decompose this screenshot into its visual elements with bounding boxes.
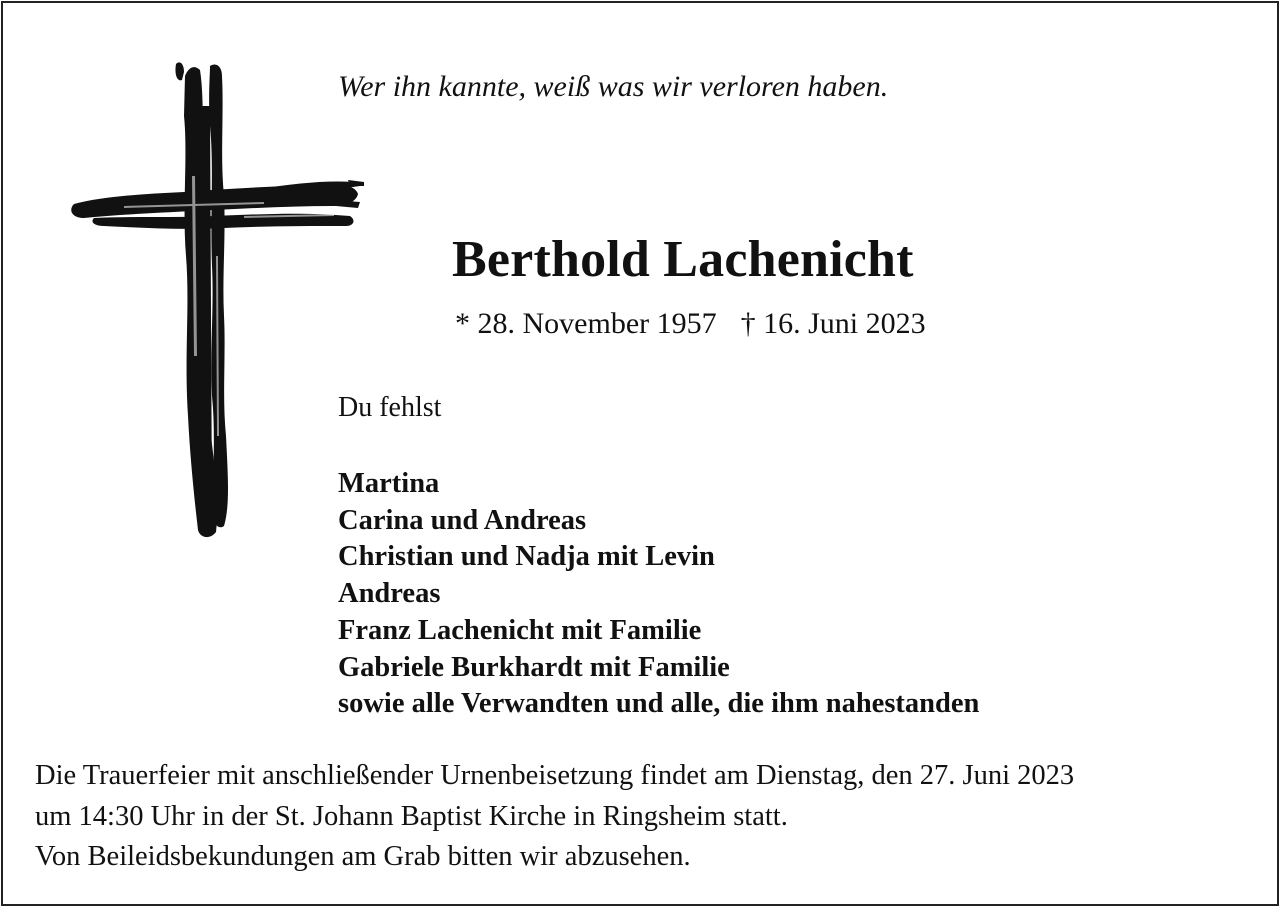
- mourners-list: [338, 466, 979, 723]
- info-line: Von Beileidsbekundungen am Grab bitten wir abzusehen.: [35, 841, 691, 872]
- life-dates: [455, 307, 926, 341]
- mourner-item: Carina und Andreas: [338, 504, 587, 536]
- motto-quote: Wer ihn kannte, weiß was wir verloren haben.: [338, 70, 889, 103]
- mourner-item: sowie alle Verwandten und alle, die ihm nahestanden: [338, 688, 980, 720]
- info-line: um 14:30 Uhr in der St. Johann Baptist Kirche in Ringsheim statt.: [35, 800, 788, 832]
- deceased-name: Berthold Lachenicht: [452, 231, 914, 288]
- miss-text: Du fehlst: [338, 392, 442, 423]
- mourner-item: Martina: [338, 468, 440, 499]
- mourner-item: Andreas: [338, 578, 441, 610]
- death-date: † 16. Juni 2023: [740, 307, 926, 340]
- ceremony-info: [35, 756, 1074, 878]
- birth-date: * 28. November 1957: [455, 307, 717, 340]
- mourner-item: Franz Lachenicht mit Familie: [338, 614, 702, 646]
- mourner-item: Christian und Nadja mit Levin: [338, 541, 715, 573]
- cross-icon: [64, 56, 368, 546]
- mourner-item: Gabriele Burkhardt mit Familie: [338, 651, 730, 683]
- info-line: Die Trauerfeier mit anschließender Urnenbeisetzung findet am Dienstag, den 27. Juni 2023: [35, 760, 1075, 791]
